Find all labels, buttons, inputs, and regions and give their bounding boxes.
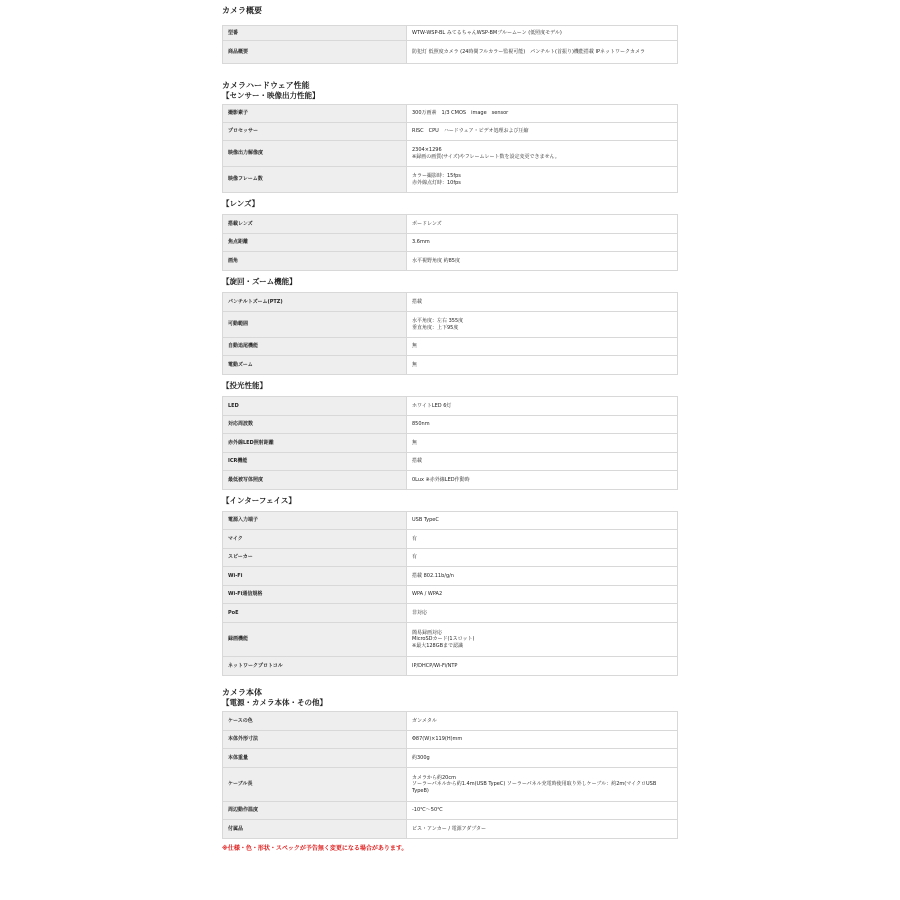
spec-value [407, 167, 678, 193]
spec-row [223, 604, 678, 623]
spec-value-line: 搭載 [412, 298, 423, 305]
spec-value [407, 356, 678, 375]
spec-label: 焦点距離 [223, 234, 407, 252]
spec-label: 本体外形寸法 [223, 731, 407, 749]
spec-value [407, 567, 678, 586]
spec-value-line: -10℃〜50℃ [412, 807, 443, 814]
spec-label: ネットワークプロトコル [223, 657, 407, 676]
spec-row [223, 434, 678, 453]
spec-value-line: 850nm [412, 421, 430, 428]
spec-table [222, 396, 678, 490]
spec-value-line: 無 [412, 439, 418, 446]
spec-row [223, 123, 678, 141]
spec-row [223, 167, 678, 193]
spec-row [223, 105, 678, 123]
spec-label: Wi-Fi通信規格 [223, 586, 407, 604]
spec-label: 映像出力解像度 [223, 141, 407, 167]
section-camera-body [222, 688, 678, 839]
spec-label: 型番 [223, 26, 407, 41]
spec-row [223, 397, 678, 416]
spec-label: 可動範囲 [223, 312, 407, 338]
section-title: カメラハードウェア性能 [222, 81, 310, 90]
spec-value [407, 338, 678, 356]
spec-row [223, 471, 678, 490]
spec-value [407, 312, 678, 338]
spec-value-line: 約300g [412, 754, 430, 761]
spec-value [407, 26, 678, 41]
spec-label: 本体重量 [223, 749, 407, 768]
spec-row [223, 768, 678, 802]
section-title: カメラ本体 [222, 688, 262, 697]
spec-value-line: ビス・アンカー / 電源アダプター [412, 825, 486, 832]
spec-value-line: ソーラーパネルから約1.4m(USB TypeC) ソーラーパネル充電時使用取り外しケーブル：約2m(マイクロUSB TypeB) [412, 781, 657, 794]
spec-value-line: MicroSDカード(1スロット) [412, 636, 475, 643]
spec-value-line: USB TypeC [412, 517, 439, 524]
spec-row [223, 586, 678, 604]
spec-value [407, 293, 678, 312]
spec-value-line: 無 [412, 361, 418, 368]
spec-label: スピーカー [223, 549, 407, 567]
spec-value [407, 141, 678, 167]
spec-value-line: ガンメタル [412, 717, 437, 724]
group-subtitle: 【電源・カメラ本体・その他】 [222, 698, 327, 707]
spec-label: LED [223, 397, 407, 416]
spec-label: 電動ズーム [223, 356, 407, 375]
spec-value-line: WPA / WPA2 [412, 591, 443, 598]
spec-value [407, 215, 678, 234]
spec-value-line: 簡易録画対応 [412, 629, 443, 636]
spec-row [223, 712, 678, 731]
spec-label: マイク [223, 530, 407, 549]
spec-label: 画角 [223, 252, 407, 271]
spec-label: ケースの色 [223, 712, 407, 731]
spec-label: 周辺動作温度 [223, 802, 407, 820]
group-subtitle: 【旋回・ズーム機能】 [222, 277, 297, 286]
spec-table [222, 214, 678, 271]
spec-row [223, 26, 678, 41]
spec-value-line: WTW-WSP-BL みてるちゃんWSP-BMブルームーン (低照度モデル) [412, 29, 562, 36]
spec-row [223, 749, 678, 768]
spec-row [223, 338, 678, 356]
group-subtitle: 【レンズ】 [222, 199, 260, 208]
spec-value-line: 垂直角度：上下95度 [412, 324, 459, 331]
spec-value-line: 0Lux ※赤外線LED作動時 [412, 476, 470, 483]
spec-label: 赤外線LED照射距離 [223, 434, 407, 453]
spec-label: 映像フレーム数 [223, 167, 407, 193]
spec-table [222, 104, 678, 193]
spec-label: ケーブル長 [223, 768, 407, 802]
spec-value [407, 105, 678, 123]
spec-row [223, 416, 678, 434]
spec-value [407, 712, 678, 731]
spec-row [223, 41, 678, 64]
spec-table [222, 511, 678, 676]
spec-value-line: ※録画の画質(サイズ)やフレームレート数を設定変更できません。 [412, 153, 560, 160]
spec-label: PoE [223, 604, 407, 623]
spec-value-line: カメラから約20cm [412, 774, 456, 781]
section-camera-hardware [222, 81, 678, 676]
spec-value-line: 2304×1296 [412, 147, 442, 153]
spec-value-line: 防犯灯 低照度カメラ (24時間フルカラー監視可能) パンチルト(首振り)機能搭載 IPネットワークカメラ [412, 48, 645, 55]
spec-row [223, 215, 678, 234]
spec-value-line: 無 [412, 343, 418, 350]
spec-row [223, 530, 678, 549]
section-title: カメラ概要 [222, 6, 262, 15]
spec-value [407, 768, 678, 802]
spec-value [407, 802, 678, 820]
spec-row [223, 356, 678, 375]
spec-row [223, 731, 678, 749]
spec-value [407, 657, 678, 676]
spec-value [407, 471, 678, 490]
spec-row [223, 512, 678, 530]
spec-value [407, 549, 678, 567]
spec-label: Wi-Fi [223, 567, 407, 586]
spec-value [407, 604, 678, 623]
spec-value-line: ボードレンズ [412, 220, 442, 227]
spec-value-line: カラー撮影時：15fps [412, 173, 461, 179]
spec-value [407, 512, 678, 530]
spec-row [223, 453, 678, 471]
spec-value-line: 300万画素 1/3 CMOS image sensor [412, 110, 509, 117]
spec-value [407, 820, 678, 839]
spec-value [407, 749, 678, 768]
spec-label: 商品概要 [223, 41, 407, 64]
spec-label: 搭載レンズ [223, 215, 407, 234]
spec-value-line: 赤外線点灯時：10fps [412, 179, 461, 186]
spec-value [407, 453, 678, 471]
spec-row [223, 141, 678, 167]
spec-label: ICR機能 [223, 453, 407, 471]
group-subtitle: 【インターフェイス】 [222, 496, 296, 505]
spec-label: 自動追尾機能 [223, 338, 407, 356]
spec-label: 対応周波数 [223, 416, 407, 434]
spec-value-line: 搭載 [412, 458, 423, 465]
spec-value [407, 530, 678, 549]
spec-value [407, 731, 678, 749]
spec-row [223, 802, 678, 820]
spec-value-line: RISC CPU ハードウェア・ビデオ処理および圧縮 [412, 128, 529, 135]
group-subtitle: 【センサー・映像出力性能】 [222, 91, 320, 100]
spec-label: 最低被写体照度 [223, 471, 407, 490]
spec-value-line: IP/DHCP/Wi-Fi/NTP [412, 662, 458, 669]
spec-value-line: Φ87(W)×119(H)mm [412, 736, 463, 743]
spec-value [407, 416, 678, 434]
spec-table [222, 292, 678, 375]
section-camera-overview [222, 6, 678, 64]
spec-value [407, 252, 678, 271]
spec-label: 電源入力端子 [223, 512, 407, 530]
spec-value-line: 搭載 802.11b/g/n [412, 572, 454, 579]
spec-value-line: 水平角度：左右 355度 [412, 318, 464, 324]
spec-value [407, 234, 678, 252]
spec-value-line: 3.6mm [412, 239, 430, 246]
spec-row [223, 252, 678, 271]
spec-row [223, 234, 678, 252]
spec-value-line: 水平視野角度 約85度 [412, 257, 460, 264]
spec-row [223, 293, 678, 312]
spec-label: パンチルトズーム(PTZ) [223, 293, 407, 312]
disclaimer-note: ※仕様・色・形状・スペックが予告無く変更になる場合があります。 [222, 845, 408, 852]
spec-value-line: ※最大128GBまで認識 [412, 642, 464, 649]
spec-value [407, 41, 678, 64]
spec-label: プロセッサー [223, 123, 407, 141]
spec-value-line: ホワイトLED 6灯 [412, 402, 452, 409]
spec-row [223, 623, 678, 657]
spec-label: 撮影素子 [223, 105, 407, 123]
group-subtitle: 【投光性能】 [222, 381, 267, 390]
spec-label: 録画機能 [223, 623, 407, 657]
spec-row [223, 549, 678, 567]
spec-label: 付属品 [223, 820, 407, 839]
spec-table [222, 711, 678, 839]
spec-row [223, 657, 678, 676]
spec-value-line: 有 [412, 535, 418, 542]
spec-table [222, 25, 678, 64]
spec-value [407, 434, 678, 453]
spec-row [223, 820, 678, 839]
spec-value-line: 有 [412, 554, 418, 561]
spec-value [407, 586, 678, 604]
spec-value-line: 非対応 [412, 609, 428, 616]
spec-value [407, 123, 678, 141]
spec-value [407, 397, 678, 416]
spec-row [223, 312, 678, 338]
spec-content [222, 6, 678, 853]
spec-row [223, 567, 678, 586]
spec-value [407, 623, 678, 657]
